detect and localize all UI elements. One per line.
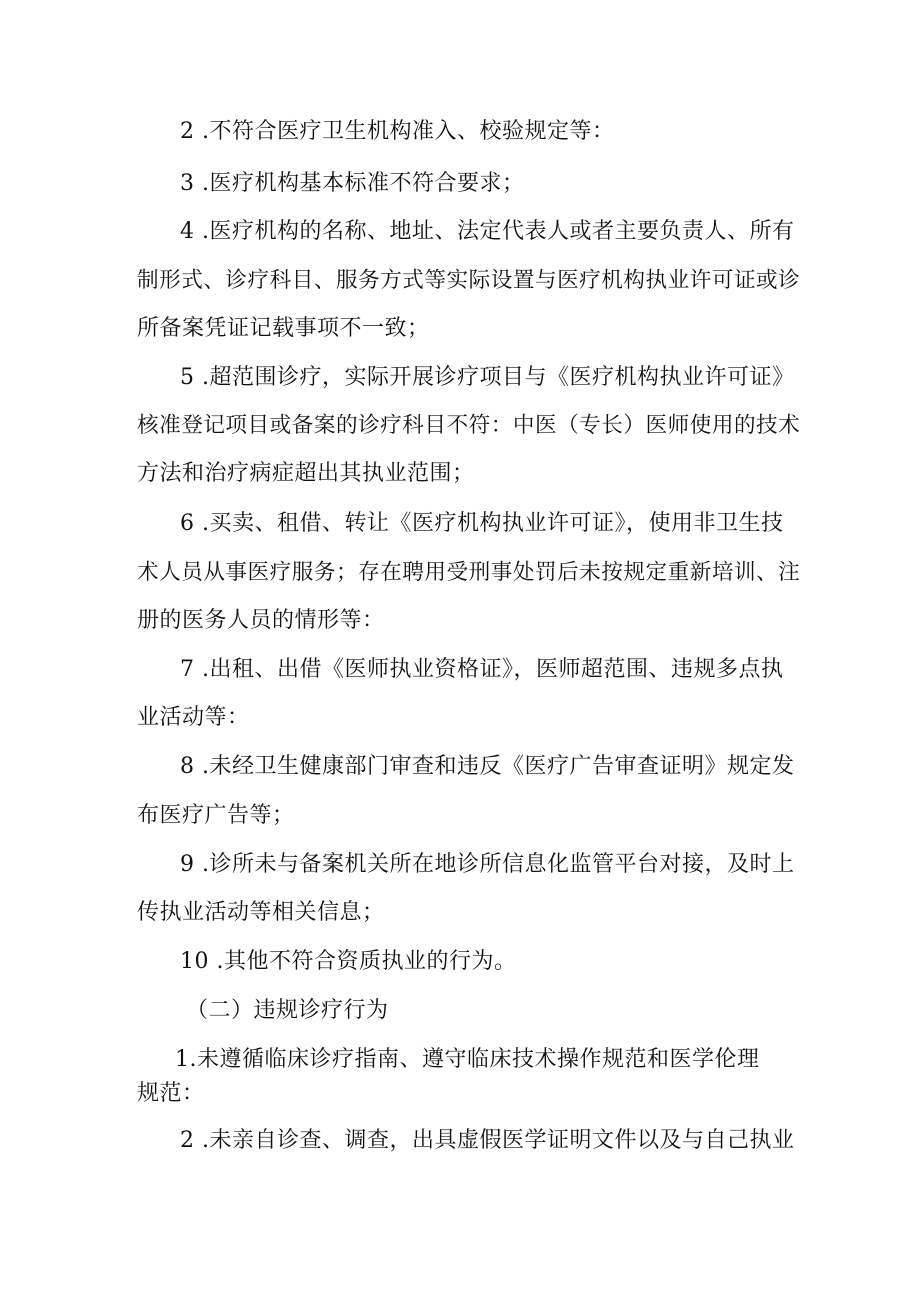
item-5-line-2: 核准登记项目或备案的诊疗科目不符：中医（专长）医师使用的技术 <box>137 413 801 438</box>
item-8-line-2: 布医疗广告等； <box>137 803 295 828</box>
section2-item-2-line-1: 2 .未亲自诊查、调查，出具虚假医学证明文件以及与自己执业 <box>180 1128 795 1153</box>
section-heading: （二）违规诊疗行为 <box>186 998 389 1023</box>
item-3-line-1: 3 .医疗机构基本标准不符合要求； <box>180 171 525 196</box>
item-4-line-2: 制形式、诊疗科目、服务方式等实际设置与医疗机构执业许可证或诊 <box>137 268 801 293</box>
item-6-line-2: 术人员从事医疗服务；存在聘用受刑事处罚后未按规定重新培训、注 <box>137 560 801 585</box>
item-8-line-1: 8 .未经卫生健康部门审查和违反《医疗广告审查证明》规定发 <box>180 754 795 779</box>
item-6-line-3: 册的医务人员的情形等： <box>137 608 385 633</box>
item-4-line-1: 4 .医疗机构的名称、地址、法定代表人或者主要负责人、所有 <box>180 219 795 244</box>
item-2-line-1: 2 .不符合医疗卫生机构准入、校验规定等： <box>180 119 615 144</box>
section2-item-1-line-1: 1.未遵循临床诊疗指南、遵守临床技术操作规范和医学伦理 <box>175 1047 760 1072</box>
item-6-line-1: 6 .买卖、租借、转让《医疗机构执业许可证》，使用非卫生技 <box>180 511 784 536</box>
item-9-line-1: 9 .诊所未与备案机关所在地诊所信息化监管平台对接，及时上 <box>180 852 795 877</box>
item-4-line-3: 所备案凭证记载事项不一致； <box>137 316 430 341</box>
item-9-line-2: 传执业活动等相关信息； <box>137 900 385 925</box>
item-5-line-1: 5 .超范围诊疗，实际开展诊疗项目与《医疗机构执业许可证》 <box>180 365 795 390</box>
item-10-line-1: 10 .其他不符合资质执业的行为。 <box>180 949 517 974</box>
section2-item-1-line-2: 规范： <box>137 1081 205 1106</box>
item-7-line-2: 业活动等： <box>137 705 250 730</box>
item-5-line-3: 方法和治疗病症超出其执业范围； <box>137 461 475 486</box>
item-7-line-1: 7 .出租、出借《医师执业资格证》，医师超范围、违规多点执 <box>180 657 784 682</box>
